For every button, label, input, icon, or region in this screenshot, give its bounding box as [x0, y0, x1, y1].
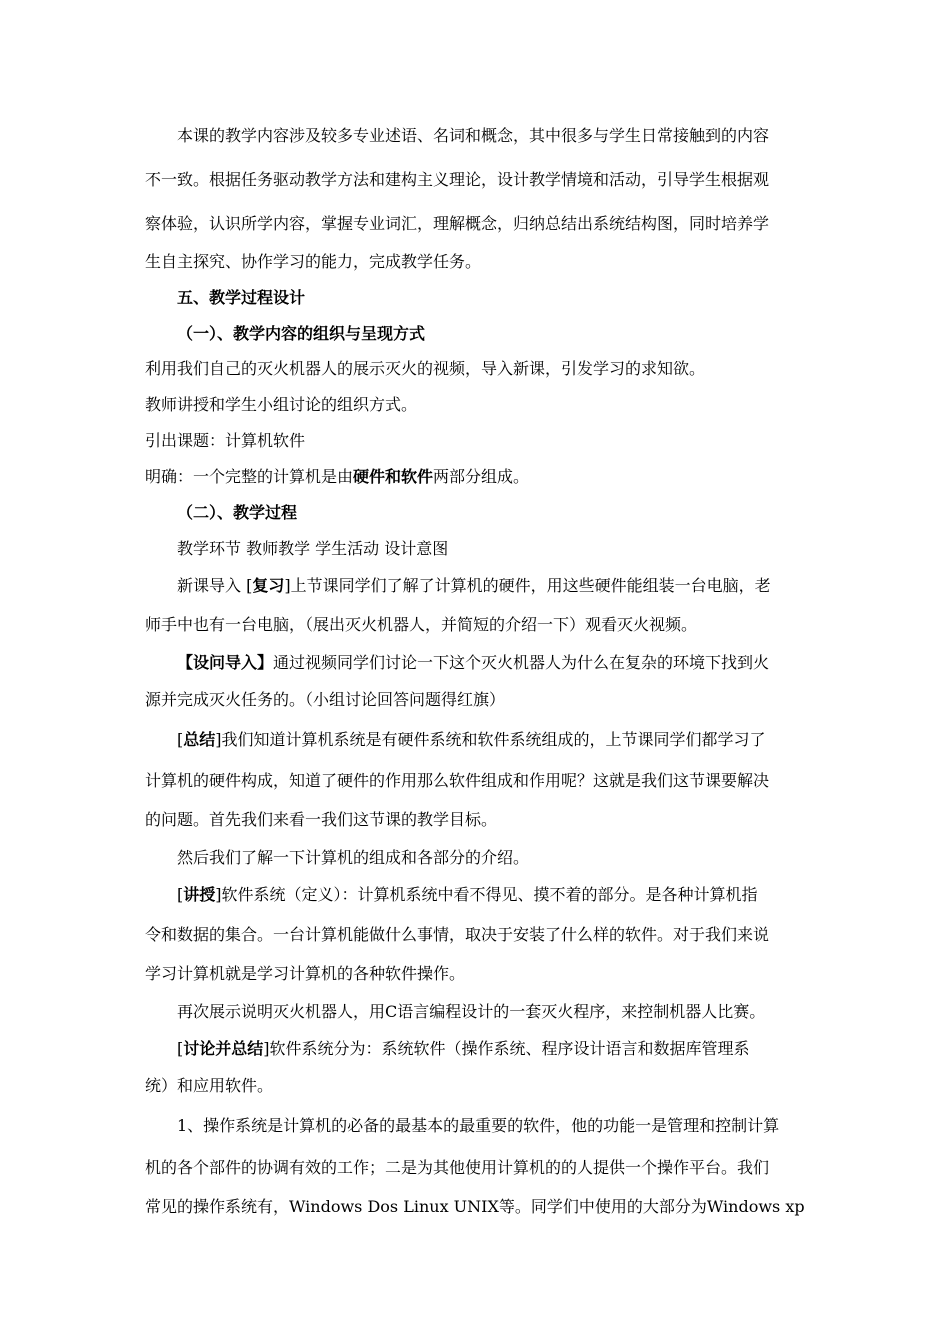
emphasis-text: 总结: [183, 730, 216, 749]
paragraph-line: 再次展示说明灭火机器人，用C语言编程设计的一套灭火程序，来控制机器人比赛。: [177, 1002, 766, 1021]
paragraph-line: 本课的教学内容涉及较多专业述语、名词和概念，其中很多与学生日常接触到的内容: [177, 126, 770, 145]
emphasis-text: 讨论并总结: [183, 1039, 264, 1058]
table-header-line: 教学环节 教师教学 学生活动 设计意图: [177, 539, 449, 558]
emphasis-text: 讲授: [183, 885, 216, 904]
subsection-heading: （二）、教学过程: [177, 503, 298, 522]
paragraph-line: 源并完成灭火任务的。（小组讨论回答问题得红旗）: [145, 690, 506, 709]
paragraph-line: [讨论并总结]软件系统分为：系统软件（操作系统、程序设计语言和数据库管理系: [177, 1039, 750, 1058]
paragraph-line: 的问题。首先我们来看一我们这节课的教学目标。: [145, 810, 498, 829]
paragraph-line: 然后我们了解一下计算机的组成和各部分的介绍。: [177, 848, 530, 867]
paragraph-line: 利用我们自己的灭火机器人的展示灭火的视频，导入新课，引发学习的求知欲。: [145, 359, 706, 378]
paragraph-line: [总结]我们知道计算机系统是有硬件系统和软件系统组成的，上节课同学们都学习了: [177, 730, 766, 749]
paragraph-line: 【设问导入】通过视频同学们讨论一下这个灭火机器人为什么在复杂的环境下找到火: [177, 653, 770, 672]
paragraph-line: 计算机的硬件构成，知道了硬件的作用那么软件组成和作用呢？这就是我们这节课要解决: [145, 771, 770, 790]
paragraph-line: 学习计算机就是学习计算机的各种软件操作。: [145, 964, 466, 983]
paragraph-line: 常见的操作系统有，Windows Dos Linux UNIX等。同学们中使用的大部分为Windows xp: [145, 1197, 805, 1216]
emphasis-text: 【设问导入】: [177, 653, 274, 672]
paragraph-line: 机的各个部件的协调有效的工作；二是为其他使用计算机的的人提供一个操作平台。我们: [145, 1158, 770, 1177]
paragraph-line: 新课导入 [复习]上节课同学们了解了计算机的硬件，用这些硬件能组装一台电脑，老: [177, 576, 771, 595]
paragraph-line: 统）和应用软件。: [145, 1076, 274, 1095]
paragraph-line: 师手中也有一台电脑，（展出灭火机器人，并简短的介绍一下）观看灭火视频。: [145, 615, 698, 634]
paragraph-line: 生自主探究、协作学习的能力，完成教学任务。: [145, 252, 482, 271]
paragraph-line: 不一致。根据任务驱动教学方法和建构主义理论，设计教学情境和活动，引导学生根据观: [145, 170, 770, 189]
subsection-heading: （一）、教学内容的组织与呈现方式: [177, 324, 426, 343]
paragraph-line: 明确：一个完整的计算机是由硬件和软件两部分组成。: [145, 467, 530, 486]
paragraph-line: 令和数据的集合。一台计算机能做什么事情，取决于安装了什么样的软件。对于我们来说: [145, 925, 770, 944]
emphasis-text: 复习: [252, 576, 285, 595]
section-heading: 五、教学过程设计: [177, 288, 306, 307]
paragraph-line: 引出课题：计算机软件: [145, 431, 306, 450]
paragraph-line: 1、操作系统是计算机的必备的最基本的最重要的软件，他的功能一是管理和控制计算: [177, 1116, 780, 1135]
paragraph-line: [讲授]软件系统（定义）：计算机系统中看不得见、摸不着的部分。是各种计算机指: [177, 885, 758, 904]
emphasis-text: 硬件和软件: [353, 467, 434, 486]
paragraph-line: 察体验，认识所学内容，掌握专业词汇，理解概念，归纳总结出系统结构图，同时培养学: [145, 214, 770, 233]
paragraph-line: 教师讲授和学生小组讨论的组织方式。: [145, 395, 418, 414]
